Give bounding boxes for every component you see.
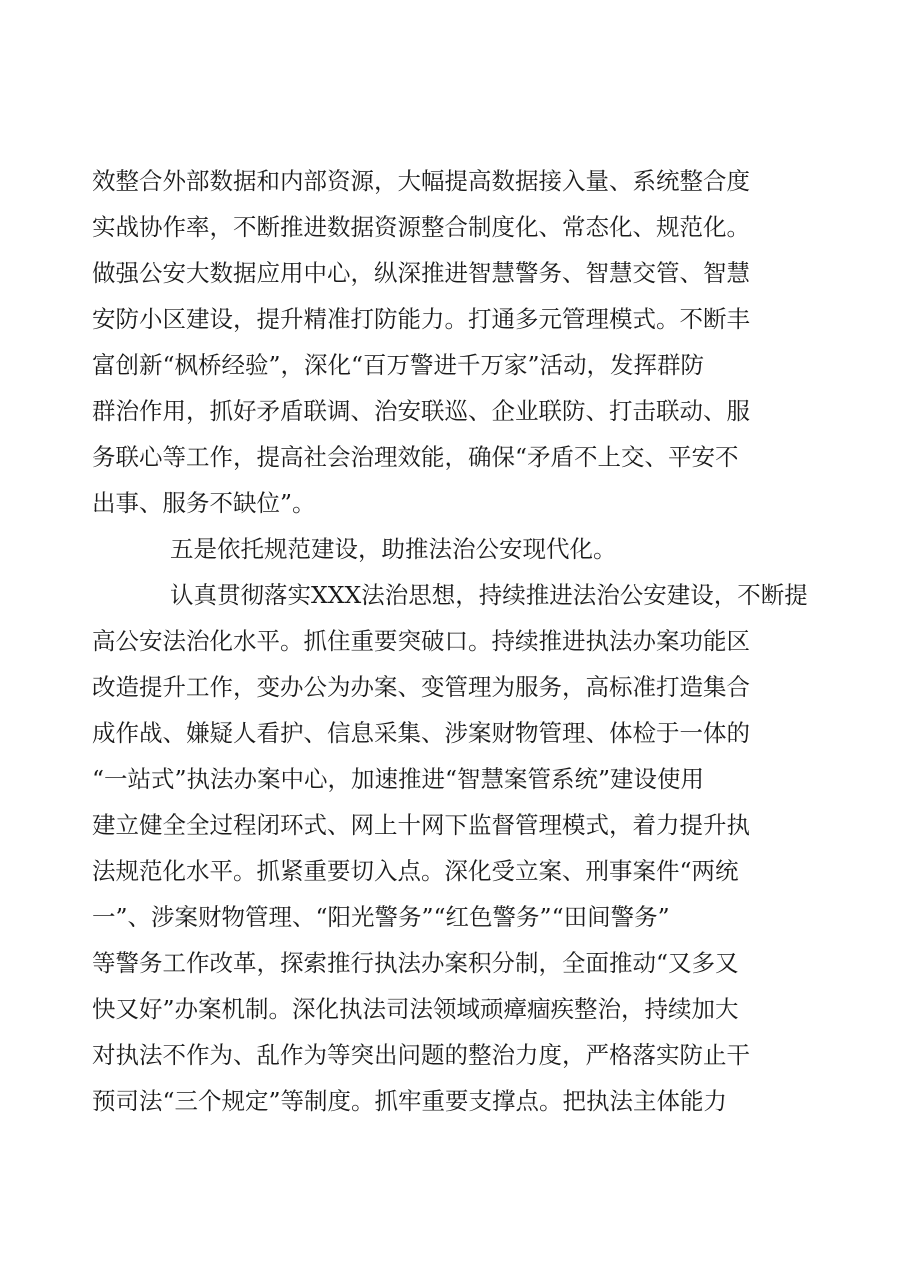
text-line: 法规范化水平。抓紧重要切入点。深化受立案、刑事案件“两统 [92, 857, 739, 885]
text-line: 建立健全全过程闭环式、网上十网下监督管理模式，着力提升执 [92, 811, 750, 839]
section-heading: 五是依托规范建设，助推法治公安现代化。 [170, 535, 617, 563]
text-line: 快又好”办案机制。深化执法司法领域顽瘴痼疾整治，持续加大 [92, 995, 739, 1023]
text-line: 一”、涉案财物管理、“阳光警务”“红色警务”“田间警务” [92, 903, 670, 931]
text-line: 做强公安大数据应用中心，纵深推进智慧警务、智慧交管、智慧 [92, 259, 750, 287]
text-line: “一站式”执法办案中心，加速推进“智慧案管系统”建设使用 [92, 765, 705, 793]
text-line: 对执法不作为、乱作为等突出问题的整治力度，严格落实防止干 [92, 1041, 750, 1069]
text-line: 改造提升工作，变办公为办案、变管理为服务，高标准打造集合 [92, 673, 750, 701]
text-line: 高公安法治化水平。抓住重要突破口。持续推进执法办案功能区 [92, 627, 750, 655]
text-line: 安防小区建设，提升精准打防能力。打通多元管理模式。不断丰 [92, 305, 750, 333]
text-line: 预司法“三个规定”等制度。抓牢重要支撑点。把执法主体能力 [92, 1087, 728, 1115]
text-line: 认真贯彻落实XXX法治思想，持续推进法治公安建设，不断提 [170, 581, 808, 609]
text-line: 等警务工作改革，探索推行执法办案积分制，全面推动“又多又 [92, 949, 739, 977]
text-line: 群治作用，抓好矛盾联调、治安联巡、企业联防、打击联动、服 [92, 397, 750, 425]
text-line: 实战协作率，不断推进数据资源整合制度化、常态化、规范化。 [92, 213, 750, 241]
text-line: 务联心等工作，提高社会治理效能，确保“矛盾不上交、平安不 [92, 443, 739, 471]
text-line: 出事、服务不缺位”。 [92, 489, 316, 517]
text-line: 效整合外部数据和内部资源，大幅提高数据接入量、系统整合度 [92, 167, 750, 195]
text-line: 富创新“枫桥经验”，深化“百万警进千万家”活动，发挥群防 [92, 351, 705, 379]
text-line: 成作战、嫌疑人看护、信息采集、涉案财物管理、体检于一体的 [92, 719, 750, 747]
